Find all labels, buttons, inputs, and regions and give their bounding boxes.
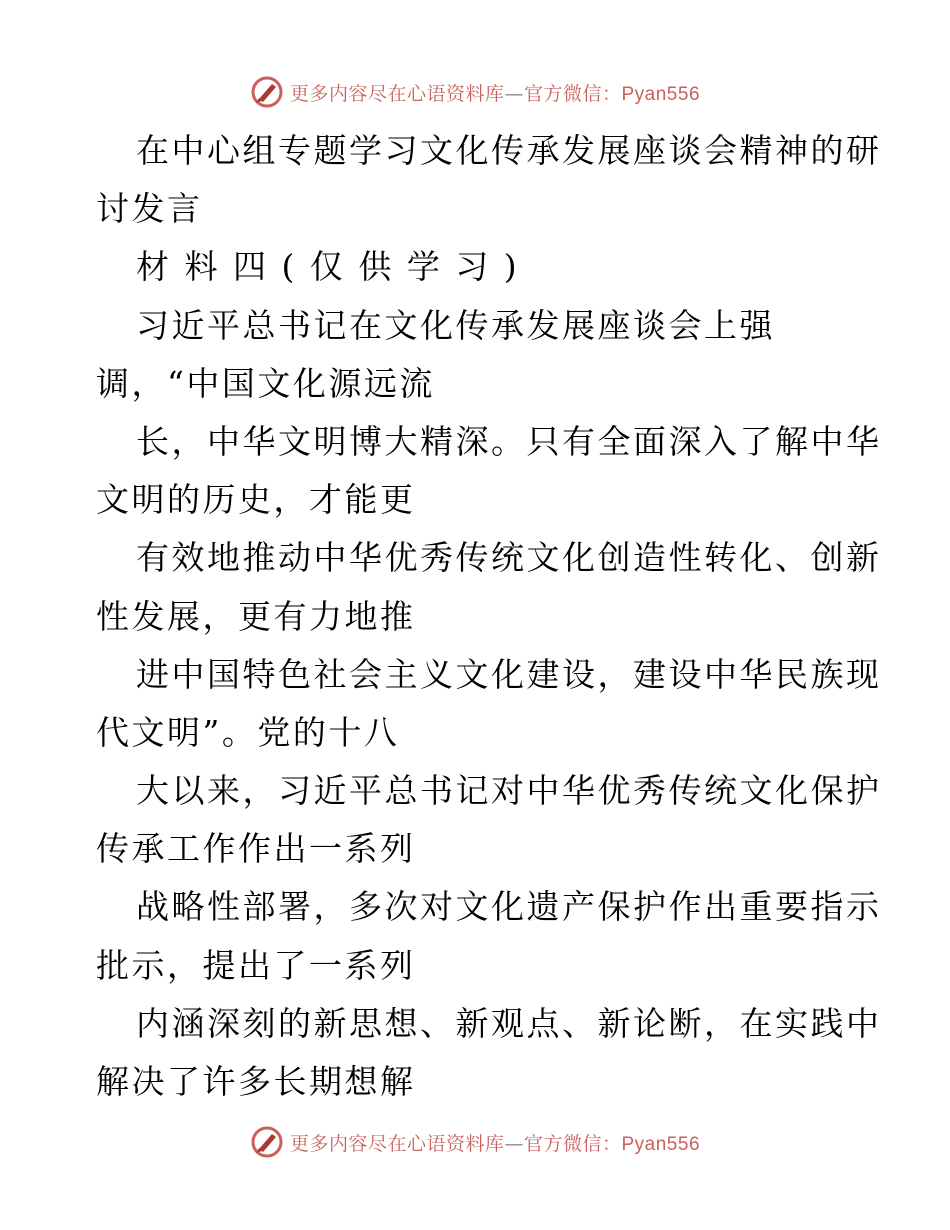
document-subtitle: 材 料 四 ( 仅 供 学 习 ) <box>136 247 520 287</box>
document-body <box>96 122 882 1111</box>
paragraph-line: 长，中华文明博大精深。只有全面深入了解中华 <box>136 421 882 461</box>
paragraph-line: 有效地推动中华优秀传统文化创造性转化、创新 <box>136 538 882 578</box>
logo-icon <box>250 75 284 109</box>
paragraph-line: 传承工作作出一系列 <box>96 829 416 869</box>
paragraph-line: 性发展，更有力地推 <box>96 596 416 636</box>
logo-icon <box>250 1125 284 1159</box>
paragraph-line: 调，“中国文化源远流 <box>96 363 435 403</box>
paragraph-line: 批示，提出了一系列 <box>96 945 416 985</box>
footer-watermark <box>0 1122 950 1162</box>
paragraph-line: 进中国特色社会主义文化建设，建设中华民族现 <box>136 654 882 694</box>
watermark-text: 更多内容尽在心语资料库—官方微信：Pyan556 <box>289 82 701 105</box>
header-watermark <box>0 72 950 112</box>
document-title-line-2: 讨发言 <box>96 189 203 229</box>
paragraph-line: 战略性部署，多次对文化遗产保护作出重要指示 <box>136 887 882 927</box>
paragraph-line: 习近平总书记在文化传承发展座谈会上强 <box>136 305 775 345</box>
paragraph-line: 解决了许多长期想解 <box>96 1062 416 1101</box>
paragraph-line: 文明的历史，才能更 <box>96 480 416 520</box>
document-title-line-1: 在中心组专题学习文化传承发展座谈会精神的研 <box>136 131 882 170</box>
paragraph-line: 代文明”。党的十八 <box>96 712 400 752</box>
watermark-text: 更多内容尽在心语资料库—官方微信：Pyan556 <box>289 1132 701 1155</box>
paragraph-line: 内涵深刻的新思想、新观点、新论断，在实践中 <box>136 1003 882 1043</box>
paragraph-line: 大以来，习近平总书记对中华优秀传统文化保护 <box>136 771 882 811</box>
